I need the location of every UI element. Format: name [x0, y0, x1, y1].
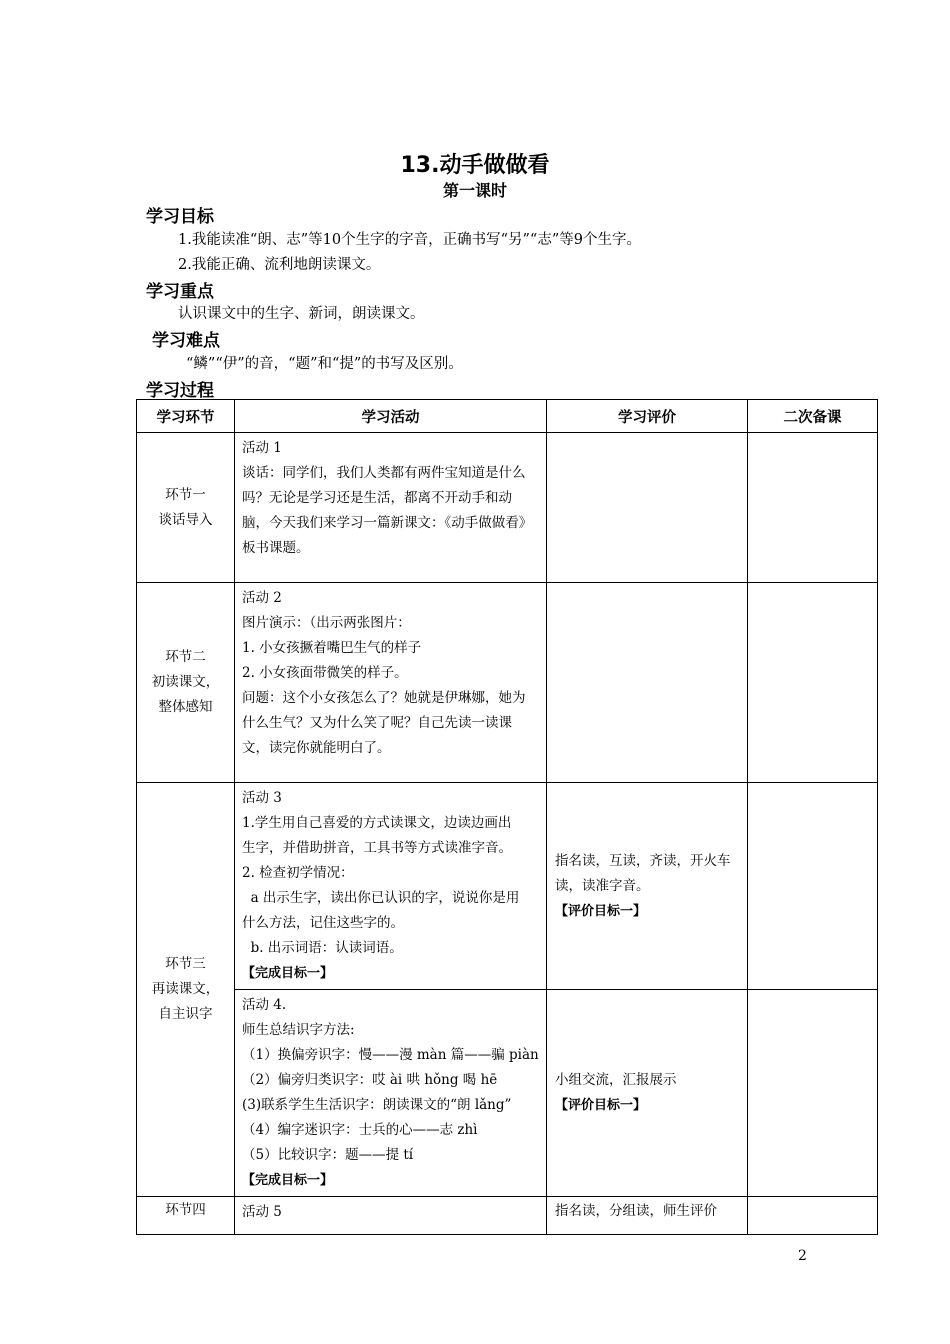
evaluation-tag: 【评价目标一】	[555, 903, 647, 919]
evaluation-line: 指名读，互读，齐读，开火车	[555, 852, 731, 869]
table-row	[137, 990, 878, 1197]
lesson-process-table	[136, 399, 878, 1235]
stage-cell	[137, 433, 235, 583]
table-row	[137, 783, 878, 990]
activity-line: （4）编字迷识字：士兵的心——志 zhì	[242, 1122, 478, 1138]
stage-label: 环节四	[165, 1202, 206, 1218]
table-row	[137, 1197, 878, 1235]
activity-line: 图片演示：（出示两张图片：	[242, 615, 411, 631]
goal-tag: 【完成目标一】	[242, 966, 334, 981]
revision-cell	[748, 990, 878, 1197]
activity-cell	[235, 433, 547, 583]
activity-title: 活动 1	[242, 440, 282, 456]
evaluation-cell	[547, 1197, 748, 1235]
activity-cell	[235, 990, 547, 1197]
activity-cell	[235, 783, 547, 990]
revision-cell	[748, 783, 878, 990]
stage-name: 再读课文，	[151, 981, 220, 997]
activity-cell	[235, 583, 547, 783]
difficulty-text: “鳞”“伊”的音，“题”和“提”的书写及区别。	[186, 356, 463, 372]
stage-name: 初读课文，	[151, 674, 220, 690]
goal-tag: 【完成目标一】	[242, 1173, 334, 1188]
activity-line: 什么方法，记住这些字的。	[242, 915, 404, 931]
activity-line: (3)联系学生生活识字：朗读课文的“朗 lǎng”	[242, 1097, 512, 1113]
stage-name: 谈话导入	[158, 511, 213, 528]
activity-cell	[235, 1197, 547, 1235]
column-header-revision: 二次备课	[748, 400, 878, 433]
activity-line: 板书课题。	[242, 540, 310, 556]
activity-line: 谈话：同学们，我们人类都有两件宝知道是什么	[242, 465, 526, 481]
evaluation-line: 指名读，分组读，师生评价	[555, 1203, 717, 1219]
stage-name: 自主识字	[158, 1006, 213, 1022]
activity-line: 什么生气？又为什么笑了呢？自己先读一读课	[242, 715, 512, 731]
activity-line: 文，读完你就能明白了。	[242, 740, 391, 756]
evaluation-tag: 【评价目标一】	[555, 1098, 647, 1113]
activity-line: 吗？无论是学习还是生活，都离不开动手和动	[242, 490, 512, 506]
activity-title: 活动 2	[242, 590, 282, 606]
evaluation-cell	[547, 433, 748, 583]
goals-heading: 学习目标	[146, 207, 214, 227]
stage-cell	[137, 783, 235, 1197]
page-subtitle: 第一课时	[442, 181, 507, 200]
process-heading: 学习过程	[146, 381, 214, 401]
activity-title: 活动 3	[242, 790, 282, 806]
table-row	[137, 433, 878, 583]
activity-line: 2. 检查初学情况：	[242, 865, 354, 881]
activity-line: 2. 小女孩面带微笑的样子。	[242, 665, 408, 681]
table-row	[137, 583, 878, 783]
goal-item-2: 2.我能正确、流利地朗读课文。	[178, 257, 381, 273]
column-header-activity: 学习活动	[235, 400, 547, 433]
activity-line: b. 出示词语：认读词语。	[242, 940, 403, 956]
revision-cell	[748, 1197, 878, 1235]
stage-name: 整体感知	[158, 699, 213, 715]
difficulty-heading: 学习难点	[152, 331, 220, 351]
evaluation-line: 小组交流，汇报展示	[555, 1072, 677, 1088]
activity-title: 活动 4.	[242, 997, 287, 1013]
activity-line: 脑，今天我们来学习一篇新课文：《动手做做看》	[242, 515, 533, 531]
activity-title: 活动 5	[242, 1204, 282, 1220]
focus-heading: 学习重点	[146, 282, 214, 302]
stage-cell	[137, 583, 235, 783]
focus-text: 认识课文中的生字、新词，朗读课文。	[178, 306, 425, 322]
page-title: 13.动手做做看	[400, 153, 550, 178]
revision-cell	[748, 433, 878, 583]
revision-cell	[748, 583, 878, 783]
activity-line: （5）比较识字：题——提 tí	[242, 1147, 414, 1163]
page-number: 2	[798, 1248, 807, 1264]
evaluation-cell	[547, 783, 748, 990]
activity-line: 问题：这个小女孩怎么了？她就是伊琳娜，她为	[242, 690, 526, 706]
table-header-row	[137, 400, 878, 433]
stage-cell	[137, 1197, 235, 1235]
activity-line: 师生总结识字方法:	[242, 1022, 355, 1038]
evaluation-cell	[547, 583, 748, 783]
goal-item-1: 1.我能读准“朗、志”等10个生字的字音，正确书写“另”“志”等9个生字。	[178, 232, 641, 248]
evaluation-line: 读，读准字音。	[555, 877, 650, 894]
evaluation-cell	[547, 990, 748, 1197]
stage-label: 环节一	[165, 486, 206, 503]
activity-line: （1）换偏旁识字：慢——漫 màn 篇——骗 piàn	[242, 1047, 539, 1063]
column-header-evaluation: 学习评价	[547, 400, 748, 433]
activity-line: 生字，并借助拼音，工具书等方式读准字音。	[242, 840, 512, 856]
stage-label: 环节二	[165, 649, 206, 665]
activity-line: 1.学生用自己喜爱的方式读课文，边读边画出	[242, 815, 512, 831]
activity-line: （2）偏旁归类识字：哎 ài 哄 hǒng 喝 hē	[242, 1072, 498, 1088]
activity-line: a 出示生字，读出你已认识的字，说说你是用	[242, 890, 520, 906]
stage-label: 环节三	[165, 956, 206, 972]
column-header-stage: 学习环节	[137, 400, 235, 433]
activity-line: 1. 小女孩撅着嘴巴生气的样子	[242, 640, 422, 656]
